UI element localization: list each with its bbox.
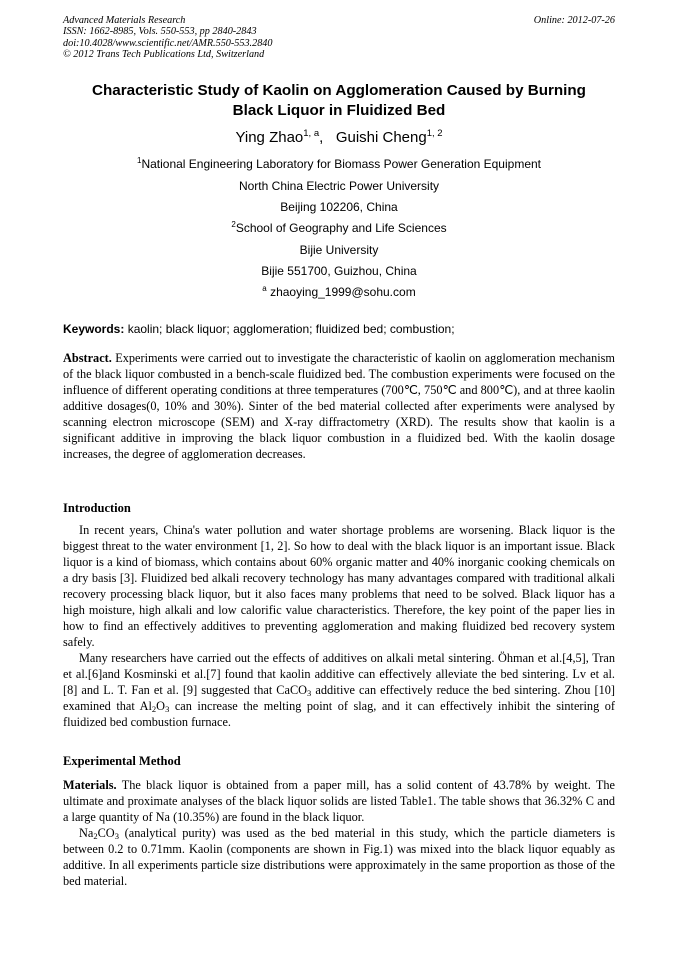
introduction-paragraph-2 [63, 650, 615, 730]
affiliation-1-line-2: North China Electric Power University [238, 179, 440, 193]
author-email [63, 285, 615, 299]
text-run: Many researchers have carried out the effects of additives on alkali metal sintering. Öhman et al.[4,5], Tran et al.[6]and Kosminski et al.[7] found that kaolin additive can effectively alleviate the bed sintering. Lv et al. [8] and L. T. Fan et al. [9] suggested that CaCO [63, 651, 615, 697]
email-address: zhaoying_1999@sohu.com [270, 285, 416, 299]
experimental-body [63, 777, 615, 889]
abstract-label: Abstract. [63, 351, 112, 365]
materials-paragraph-1 [63, 777, 615, 825]
text-run: The black liquor is obtained from a paper mill, has a solid content of 43.78% by weight. The ultimate and proximate analyses of the black liquor solids are listed Table1. The table shows that 36.32% C and a large quantity of Na (10.35%) are found in the black liquor. [63, 778, 615, 824]
paper-title [63, 81, 615, 121]
journal-name: Advanced Materials Research [63, 15, 186, 26]
text-run: additive can effectively reduce the bed sintering. Zhou [10] examined that Al [63, 683, 615, 713]
journal-issn: ISSN: 1662-8985, Vols. 550-553, pp 2840-2843 [63, 26, 257, 38]
subscript: 2 [93, 831, 98, 841]
email-mark: a [262, 284, 267, 293]
author-separator: , [319, 129, 324, 146]
affiliation-mark: 1 [136, 156, 142, 165]
online-date: Online: 2012-07-26 [533, 15, 615, 26]
affiliation-2-line-3: Bijie 551700, Guizhou, China [261, 264, 417, 278]
text-run: CO [97, 826, 115, 840]
author-affiliation-mark: 1, 2 [426, 128, 443, 139]
journal-doi: doi:10.4028/www.scientific.net/AMR.550-553.2840 [63, 37, 273, 49]
title-line-1: Characteristic Study of Kaolin on Agglomeration Caused by Burning [92, 82, 586, 99]
affiliation-text: National Engineering Laboratory for Biomass Power Generation Equipment [141, 157, 541, 171]
author-affiliation-mark: 1, a [303, 128, 320, 139]
keywords-label: Keywords: [63, 322, 125, 336]
abstract [63, 350, 615, 462]
affiliation-mark: 2 [231, 220, 236, 229]
introduction-paragraph-1: In recent years, China's water pollution and water shortage problems are worsening. Black liquor is the biggest threat to the water environment [1, 2]. So how to deal with the black liquor is an important issue. Black liquor is a kind of biomass, which contains about 60% organic matter and 40% inorganic cooking chemicals on a dry basis [3]. Fluidized bed alkali recovery technology has many advantages compared with traditional alkali recovery processing black liquor, but it also faces many problems that need to be solved. Black liquor has a high moisture, high alkali and low calorific value characteristics. Therefore, the key point of the paper lies in how to find an effectively additives to preventing agglomeration and making fluidized bed recovery system safely. [63, 523, 615, 649]
subscript: 3 [307, 688, 312, 698]
text-run: Na [79, 826, 94, 840]
subscript: 3 [165, 704, 170, 714]
author-name: Ying Zhao [235, 129, 304, 146]
section-heading-introduction: Introduction [63, 501, 131, 515]
journal-header [63, 15, 615, 61]
text-run: can increase the melting point of slag, and it can effectively inhibit the sintering of fluidized bed combustion furnace. [63, 699, 615, 729]
introduction-body [63, 522, 615, 730]
keywords [63, 322, 615, 336]
text-run: O [156, 699, 166, 713]
affiliation-1-line-3: Beijing 102206, China [280, 200, 398, 214]
affiliation-2-line-2: Bijie University [299, 243, 379, 257]
subscript: 3 [114, 831, 119, 841]
subscript: 2 [151, 704, 157, 714]
author-name: Guishi Cheng [335, 129, 427, 146]
journal-copyright: © 2012 Trans Tech Publications Ltd, Switzerland [63, 49, 265, 61]
text-run: (analytical purity) was used as the bed material in this study, which the particle diameters is between 0.2 to 0.71mm. Kaolin (components are shown in Fig.1) was mixed into the black liquor equably as additive. In all experiments particle size distributions were approximately in the same proportion as those of the bed material. [63, 826, 615, 888]
keywords-text: kaolin; black liquor; agglomeration; fluidized bed; combustion; [127, 322, 455, 336]
affiliation-2-line-1 [63, 221, 615, 235]
materials-label: Materials. [63, 778, 117, 792]
section-heading-experimental: Experimental Method [63, 754, 181, 768]
affiliation-1-line-1 [63, 157, 615, 171]
title-line-2: Black Liquor in Fluidized Bed [232, 102, 446, 119]
affiliation-text: School of Geography and Life Sciences [235, 221, 447, 235]
materials-paragraph-2 [63, 825, 615, 889]
abstract-text: Experiments were carried out to investigate the characteristic of kaolin on agglomeration mechanism of the black liquor combusted in a bench-scale fluidized bed. The combustion experiments were focused on the influence of different operating conditions at three temperatures (700℃, 750℃ and 800℃), and at three kaolin additive dosages(0, 10% and 30%). Sinter of the bed material collected after experiments were analysed by scanning electron microscope (SEM) and X-ray diffractometry (XRD). The results show that kaolin is a significant additive in improving the black liquor combustion in a fluidized bed. With the kaolin dosage increases, the degree of agglomeration decreases. [63, 351, 615, 461]
author-list [63, 128, 615, 148]
